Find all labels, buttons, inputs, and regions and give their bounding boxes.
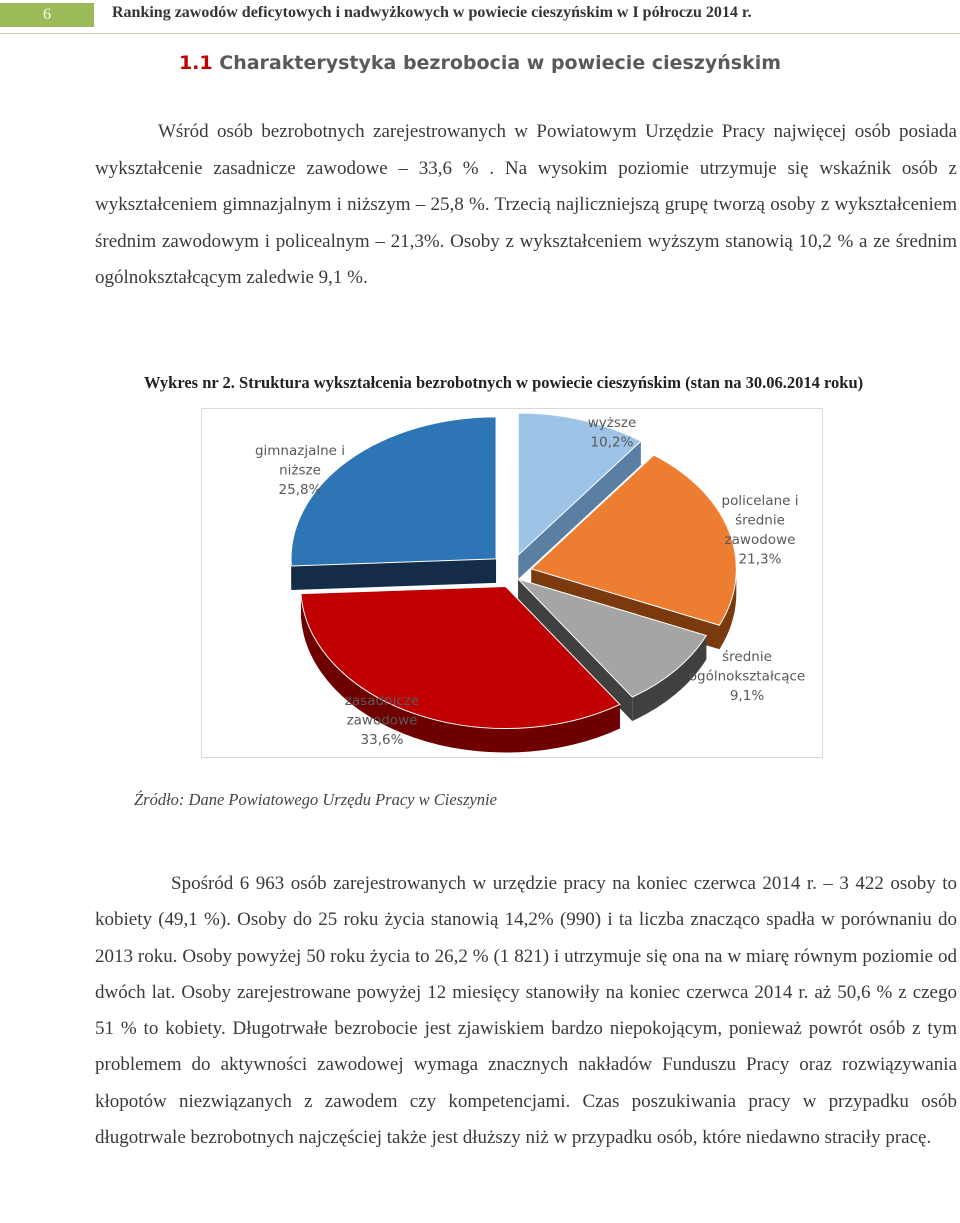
- slice-percent: 10,2%: [590, 434, 634, 451]
- page-number: 6: [0, 3, 94, 27]
- slice-percent: 33,6%: [360, 732, 404, 748]
- chart-source: Źródło: Dane Powiatowego Urzędu Pracy w Cieszynie: [134, 790, 497, 809]
- slice-label-line: zawodowe: [724, 532, 796, 548]
- slice-label-zasadnicze: [345, 693, 419, 748]
- slice-top: [291, 417, 496, 566]
- slice-percent: 21,3%: [738, 551, 782, 568]
- slice-label-line: zawodowe: [346, 712, 418, 729]
- section-heading: [0, 52, 960, 74]
- chart-caption: Wykres nr 2. Struktura wykształcenia bezrobotnych w powiecie cieszyńskim (stan na 30.06.2014 roku): [144, 373, 864, 392]
- slice-percent: 25,8%: [278, 482, 322, 498]
- slice-label-line: policelane i: [721, 493, 799, 509]
- slice-label-line: wyższe: [587, 415, 637, 431]
- slice-label-line: średnie: [722, 649, 772, 665]
- running-title: Ranking zawodów deficytowych i nadwyżkowych w powiecie cieszyńskim w I półroczu 2014 r.: [112, 4, 752, 21]
- slice-label-line: ogólnokształcące: [688, 668, 806, 685]
- section-title: Charakterystyka bezrobocia w powiecie cieszyńskim: [219, 52, 782, 74]
- section-number: 1.1: [178, 52, 213, 74]
- body-paragraph: Spośród 6 963 osób zarejestrowanych w urzędzie pracy na koniec czerwca 2014 r. – 3 422 osoby to kobiety (49,1 %). Osoby do 25 roku życia stanowią 14,2% (990) i ta liczba znacząco spadła w porównaniu do 2013 roku. Osoby powyżej 50 roku życia to 26,2 % (1 821) i utrzymuje się ona na w miarę równym poziomie od dwóch lat. Osoby zarejestrowane powyżej 12 miesięcy stanowiły na koniec czerwca 2014 r. aż 50,6 % z czego 51 % to kobiety. Długotrwałe bezrobocie jest zjawiskiem bardzo niepokojącym, ponieważ powrót osób z tym problemem do aktywności zawodowej wymaga znacznych nakładów Funduszu Pracy oraz rozwiązywania kłopotów niezwiązanych z zawodem czy kompetencjami. Czas poszukiwania pracy w przypadku osób długotrwale bezrobotnych najczęściej także jest dłuższy niż w przypadku osób, które niedawno straciły pracę.: [95, 873, 957, 1149]
- running-header: [0, 0, 960, 34]
- slice-label-line: gimnazjalne i: [254, 443, 346, 459]
- pie-chart-svg: [202, 409, 824, 759]
- slice-label-line: średnie: [735, 512, 785, 529]
- slice-label-line: zasadnicze: [344, 693, 420, 709]
- slice-percent: 9,1%: [729, 688, 765, 704]
- slice-label-line: niższe: [279, 462, 321, 479]
- intro-paragraph: Wśród osób bezrobotnych zarejestrowanych w Powiatowym Urzędzie Pracy najwięcej osób posiada wykształcenie zasadnicze zawodowe – 33,6 % . Na wysokim poziomie utrzymuje się wskaźnik osób z wykształceniem gimnazjalnym i niższym – 25,8 %. Trzecią najliczniejszą grupę tworzą osoby z wykształceniem średnim zawodowym i policealnym – 21,3%. Osoby z wykształceniem wyższym stanowią 10,2 % a ze średnim ogólnokształcącym zaledwie 9,1 %.: [95, 121, 957, 289]
- education-structure-chart: [201, 408, 823, 758]
